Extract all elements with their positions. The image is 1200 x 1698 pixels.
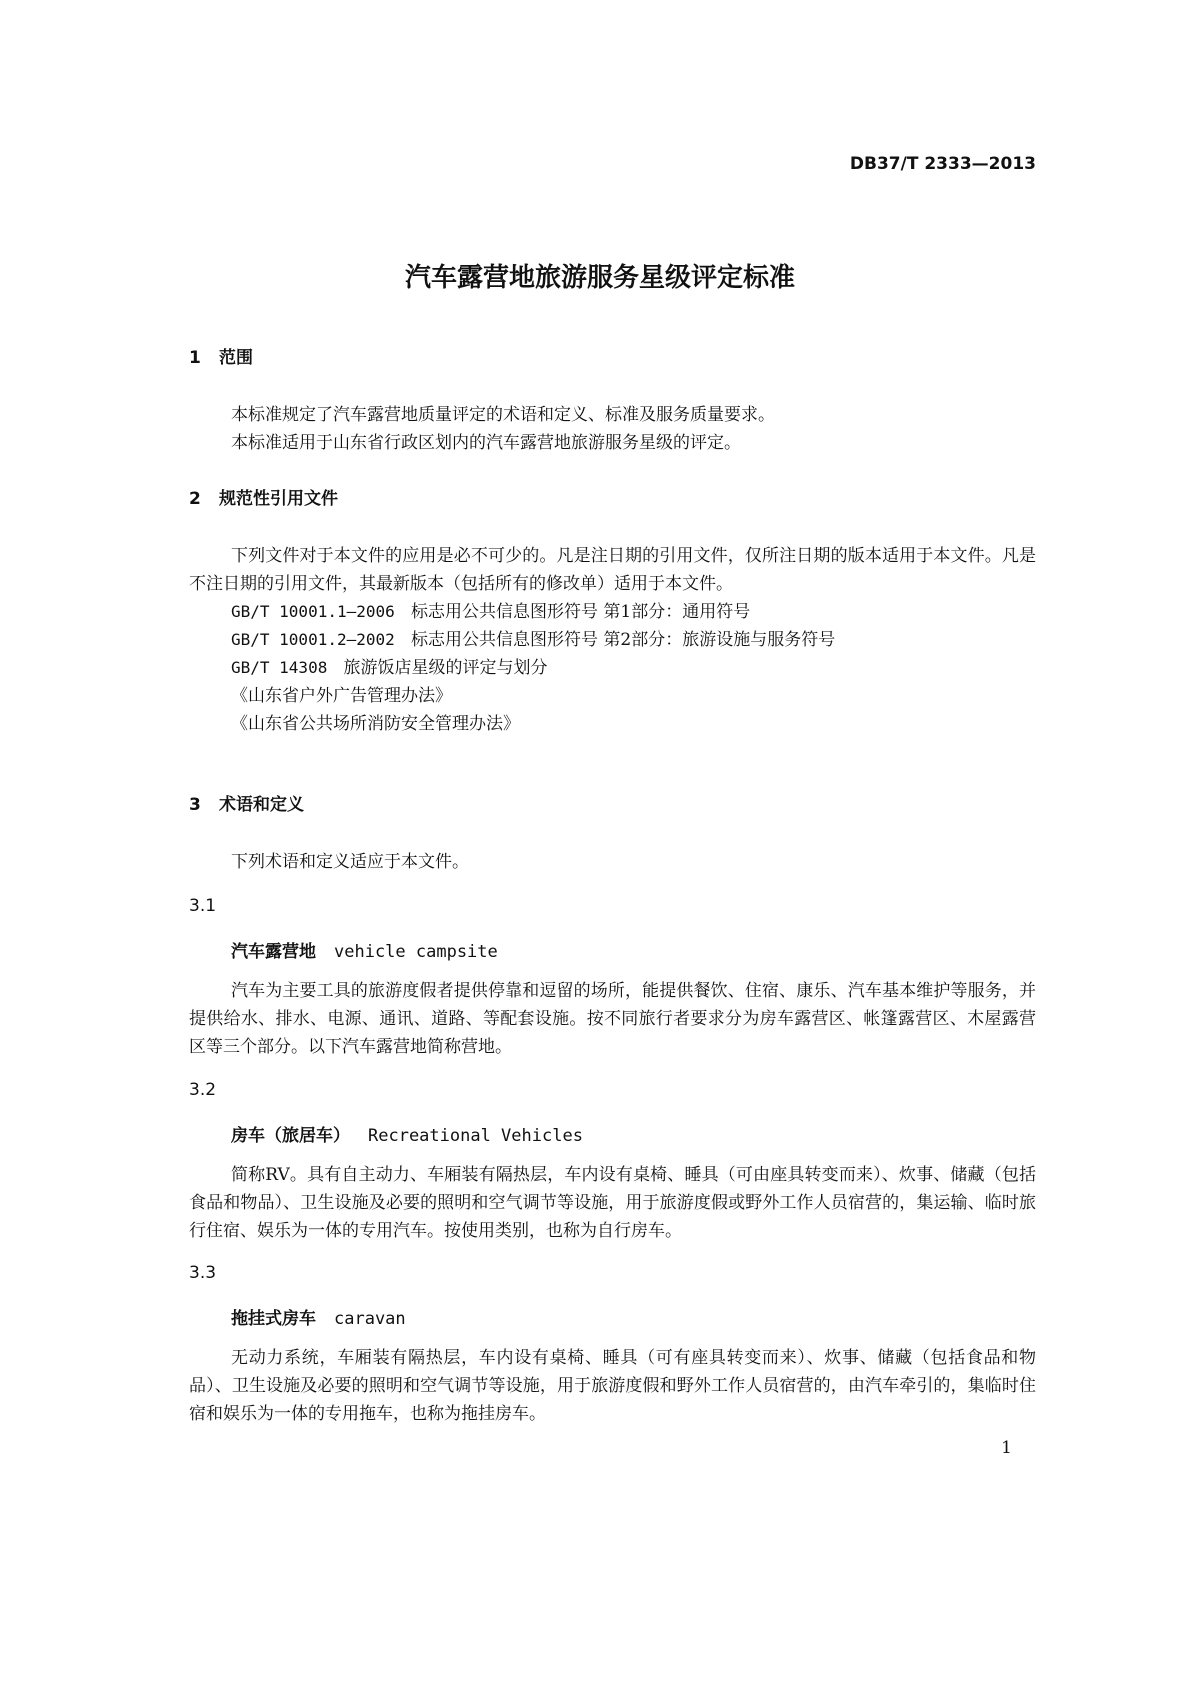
term-entry [231, 1304, 406, 1329]
reference-item [231, 682, 452, 710]
section-heading-scope [189, 343, 253, 368]
section-heading-normative-references [189, 484, 338, 509]
term-english: vehicle campsite [334, 942, 498, 962]
subsection-number: 3.3 [189, 1263, 217, 1283]
term-english: caravan [334, 1309, 406, 1329]
subsection-number: 3.2 [189, 1080, 217, 1100]
section-title: 范围 [219, 348, 253, 368]
scope-paragraph-2: 本标准适用于山东省行政区划内的汽车露营地旅游服务星级的评定。 [231, 433, 741, 453]
section-number: 3 [189, 795, 201, 815]
term-chinese: 拖挂式房车 [231, 1309, 316, 1329]
reference-title: 旅游饭店星级的评定与划分 [343, 658, 548, 678]
reference-item [231, 598, 750, 626]
term-english: Recreational Vehicles [368, 1126, 583, 1146]
reference-title: 标志用公共信息图形符号 第2部分：旅游设施与服务符号 [410, 630, 836, 650]
reference-title: 《山东省公共场所消防安全管理办法》 [231, 714, 520, 734]
term-definition: 无动力系统，车厢装有隔热层，车内设有桌椅、睡具（可有座具转变而来）、炊事、储藏（包括食品和物品）、卫生设施及必要的照明和空气调节等设施，用于旅游度假和野外工作人员宿营的，由汽车牵引的，集临时住宿和娱乐为一体的专用拖车，也称为拖挂房车。 [189, 1348, 1036, 1424]
page-number: 1 [1001, 1438, 1012, 1458]
reference-title: 标志用公共信息图形符号 第1部分：通用符号 [410, 602, 751, 622]
references-intro-paragraph: 下列文件对于本文件的应用是必不可少的。凡是注日期的引用文件，仅所注日期的版本适用于本文件。凡是不注日期的引用文件，其最新版本（包括所有的修改单）适用于本文件。 [189, 546, 1036, 594]
reference-code: GB/T 14308 [231, 658, 328, 677]
terms-intro-paragraph: 下列术语和定义适应于本文件。 [231, 852, 469, 872]
section-number: 2 [189, 489, 201, 509]
reference-code: GB/T 10001.1—2006 [231, 602, 395, 621]
section-title: 规范性引用文件 [219, 489, 338, 509]
term-chinese: 汽车露营地 [231, 942, 316, 962]
reference-code: GB/T 10001.2—2002 [231, 630, 395, 649]
standard-code: DB37/T 2333—2013 [849, 154, 1036, 174]
term-entry [231, 937, 498, 962]
section-number: 1 [189, 348, 201, 368]
scope-paragraph-1: 本标准规定了汽车露营地质量评定的术语和定义、标准及服务质量要求。 [231, 405, 775, 425]
section-heading-terms-definitions [189, 790, 304, 815]
term-definition: 简称RV。具有自主动力、车厢装有隔热层，车内设有桌椅、睡具（可由座具转变而来）、炊事、储藏（包括食品和物品）、卫生设施及必要的照明和空气调节等设施，用于旅游度假或野外工作人员宿营的，集运输、临时旅行住宿、娱乐为一体的专用汽车。按使用类别，也称为自行房车。 [189, 1165, 1036, 1241]
reference-item [231, 654, 548, 682]
subsection-number: 3.1 [189, 896, 217, 916]
reference-item [231, 626, 835, 654]
reference-item [231, 710, 520, 738]
term-definition: 汽车为主要工具的旅游度假者提供停靠和逗留的场所，能提供餐饮、住宿、康乐、汽车基本维护等服务，并提供给水、排水、电源、通讯、道路、等配套设施。按不同旅行者要求分为房车露营区、帐篷露营区、木屋露营区等三个部分。以下汽车露营地简称营地。 [189, 981, 1036, 1057]
term-entry [231, 1121, 583, 1146]
section-title: 术语和定义 [219, 795, 304, 815]
term-chinese: 房车（旅居车） [231, 1126, 350, 1146]
reference-title: 《山东省户外广告管理办法》 [231, 686, 452, 706]
document-title: 汽车露营地旅游服务星级评定标准 [404, 263, 795, 293]
